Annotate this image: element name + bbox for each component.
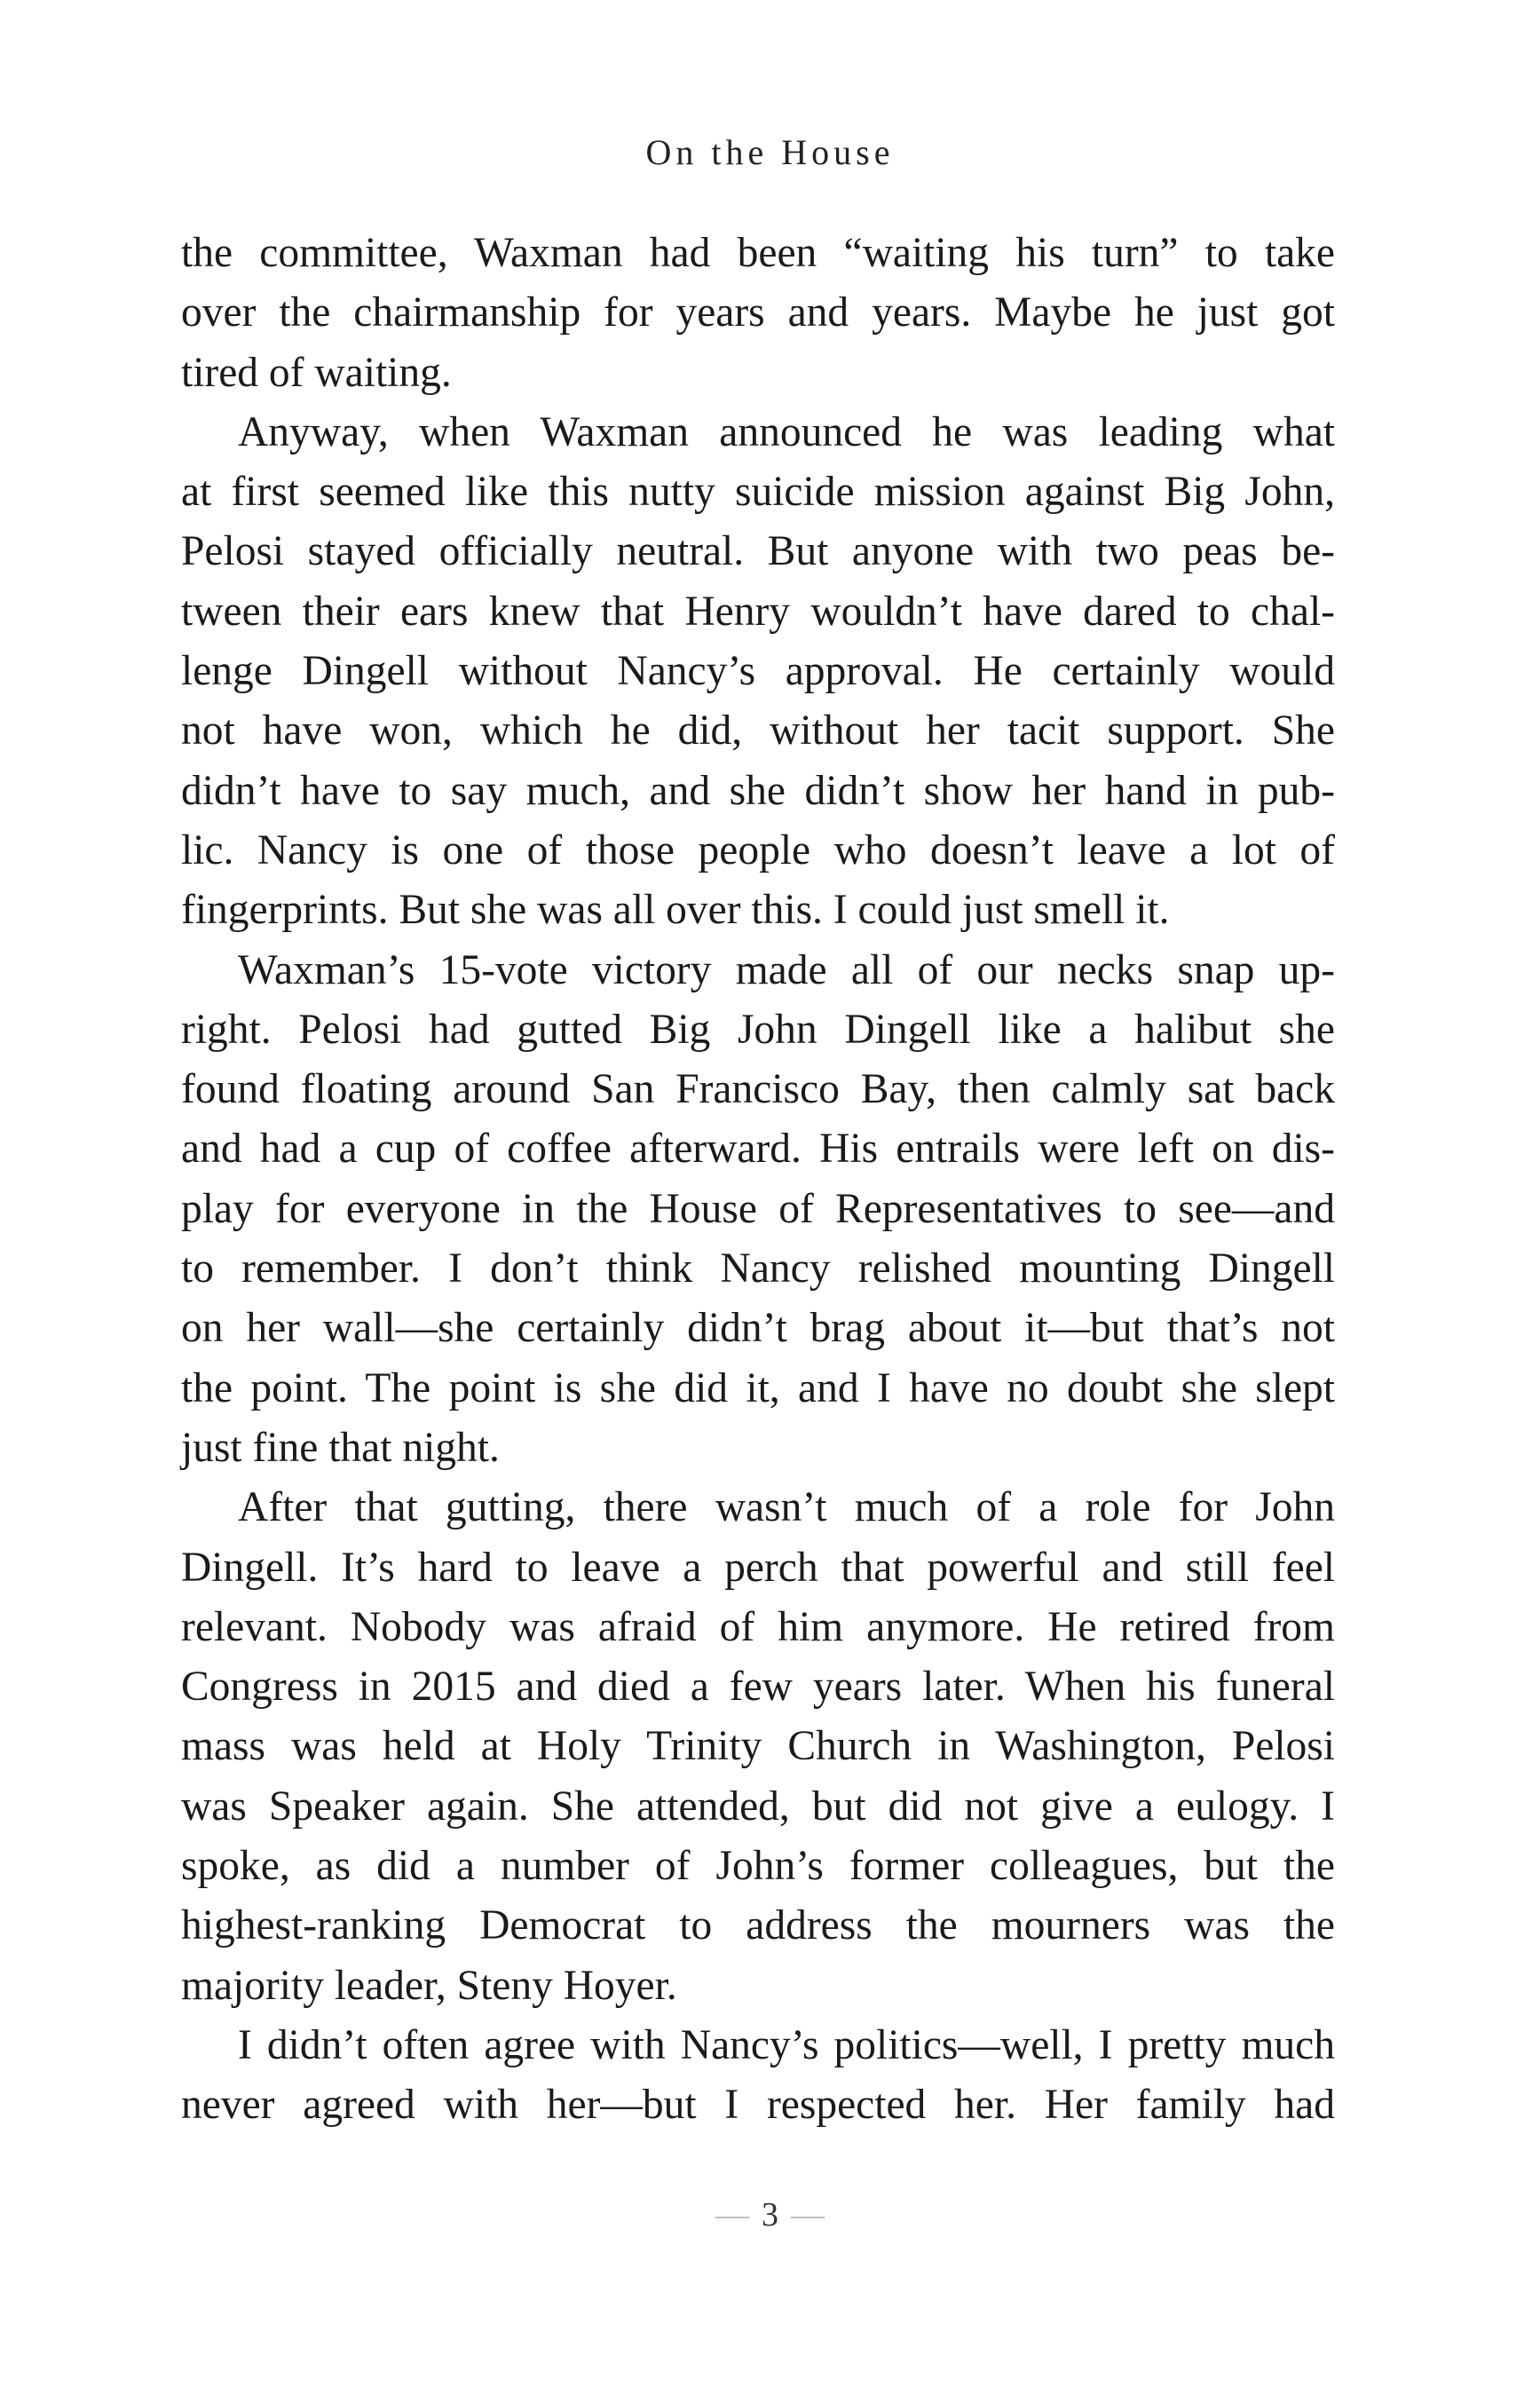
text-line: After that gutting, there wasn’t much of a role for John	[238, 1484, 1335, 1531]
text-line: didn’t have to say much, and she didn’t show her hand in pub-	[181, 767, 1335, 814]
body-text	[181, 224, 1335, 2136]
text-line: tired of waiting.	[181, 349, 452, 396]
page-number-value: 3	[762, 2196, 778, 2233]
paragraph-5	[181, 2016, 1335, 2136]
text-line: over the chairmanship for years and years. Maybe he just got	[181, 289, 1335, 336]
text-line: never agreed with her—but I respected her. Her family had	[181, 2082, 1335, 2129]
text-line: highest-ranking Democrat to address the mourners was the	[181, 1902, 1335, 1949]
text-line: lenge Dingell without Nancy’s approval. He certainly would	[181, 648, 1335, 695]
page-number-dash-left: —	[715, 2196, 749, 2233]
text-line: was Speaker again. She attended, but did not give a eulogy. I	[181, 1782, 1335, 1830]
text-line: fingerprints. But she was all over this. I could just smell it.	[181, 887, 1170, 934]
text-line: Anyway, when Waxman announced he was leading what	[238, 408, 1335, 455]
text-line: play for everyone in the House of Representatives to see—and	[181, 1185, 1335, 1232]
text-line: the committee, Waxman had been “waiting his turn” to take	[181, 230, 1335, 276]
text-line: at first seemed like this nutty suicide mission against Big John,	[181, 469, 1335, 516]
text-line: Congress in 2015 and died a few years later. When his funeral	[181, 1664, 1335, 1711]
text-line: and had a cup of coffee afterward. His entrails were left on dis-	[181, 1126, 1335, 1173]
text-line: the point. The point is she did it, and I have no doubt she slept	[181, 1364, 1335, 1411]
text-line: not have won, which he did, without her tacit support. She	[181, 707, 1335, 755]
paragraph-2	[181, 403, 1335, 941]
text-line: majority leader, Steny Hoyer.	[181, 1962, 677, 2009]
text-line: mass was held at Holy Trinity Church in Washington, Pelosi	[181, 1723, 1335, 1770]
text-line: tween their ears knew that Henry wouldn’t have dared to chal-	[181, 588, 1335, 635]
text-line: Waxman’s 15-vote victory made all of our necks snap up-	[238, 946, 1335, 993]
page-number-dash-right: —	[791, 2196, 825, 2233]
paragraph-3	[181, 941, 1335, 1479]
text-line: Dingell. It’s hard to leave a perch that powerful and still feel	[181, 1544, 1335, 1591]
text-line: Pelosi stayed officially neutral. But anyone with two peas be-	[181, 528, 1335, 575]
text-line: I didn’t often agree with Nancy’s politics—well, I pretty much	[238, 2021, 1335, 2068]
text-line: just fine that night.	[181, 1424, 500, 1471]
paragraph-4	[181, 1478, 1335, 2016]
text-line: right. Pelosi had gutted Big John Dingell like a halibut she	[181, 1006, 1335, 1053]
running-header: On the House	[645, 132, 895, 172]
text-line: on her wall—she certainly didn’t brag about it—but that’s not	[181, 1305, 1335, 1352]
text-line: spoke, as did a number of John’s former colleagues, but the	[181, 1843, 1335, 1890]
paragraph-1	[181, 224, 1335, 403]
text-line: relevant. Nobody was afraid of him anymore. He retired from	[181, 1603, 1335, 1650]
page-number	[0, 2195, 1540, 2234]
text-line: to remember. I don’t think Nancy relished mounting Dingell	[181, 1245, 1335, 1292]
text-line: lic. Nancy is one of those people who doesn’t leave a lot of	[181, 826, 1335, 873]
text-line: found floating around San Francisco Bay, then calmly sat back	[181, 1066, 1335, 1113]
